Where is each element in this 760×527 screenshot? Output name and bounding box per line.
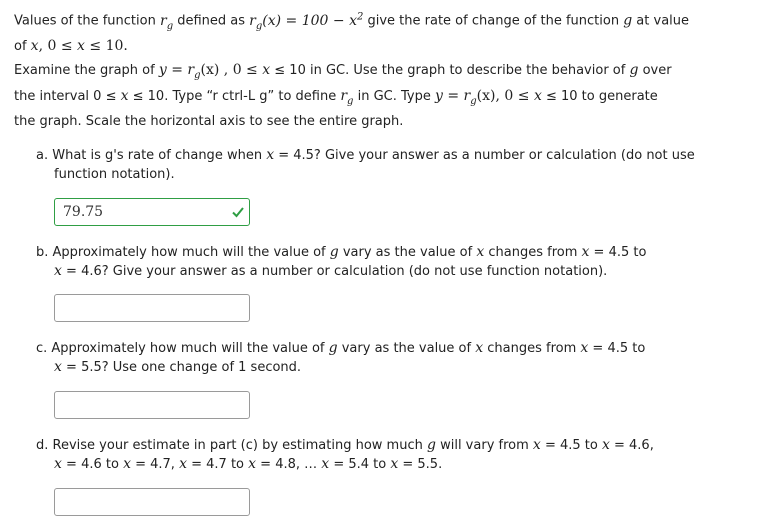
question-a: a. What is g's rate of change when x = 4.5? Give your answer as a number or calculation (do not use function notation). bbox=[36, 147, 695, 182]
intro-text: defined as bbox=[173, 13, 250, 29]
answer-a-value: 79.75 bbox=[63, 204, 104, 220]
question-c: c. Approximately how much will the value of g vary as the value of x changes from x = 4.5 to x = 5.5? Use one change of 1 second. bbox=[36, 340, 646, 375]
question-b: b. Approximately how much will the value of g vary as the value of x changes from x = 4.5 to x = 4.6? Give your answer as a number or calculation (do not use function notation). bbox=[36, 244, 647, 279]
instructions-paragraph: Examine the graph of $y = r_g(x)$ , 0 ≤ x ≤ 10 in GC. Use the graph to describe the behavior of g over the interval 0 ≤ x ≤ 10. Type “r ctrl-L g” to define $r_g$ in GC. Type $y = r_g(x)$, 0 ≤ x ≤ 10 to generate the graph. Scale the horizontal axis to see the entire graph. bbox=[14, 62, 672, 129]
answer-a-input[interactable] bbox=[54, 198, 250, 226]
math-x: x bbox=[77, 38, 85, 55]
intro-text: ≤ 10. bbox=[84, 38, 128, 55]
answer-d-input[interactable] bbox=[54, 488, 250, 516]
question-d: d. Revise your estimate in part (c) by estimating how much g will vary from x = 4.5 to x = 4.6, x = 4.6 to x = 4.7, x = 4.7 to x = 4.8, … x = 5.4 to x = 5.5. bbox=[36, 437, 654, 472]
intro-text: Values of the function bbox=[14, 13, 160, 29]
check-icon bbox=[231, 205, 245, 219]
math-g: g bbox=[623, 12, 633, 29]
math-rg-def: $r_g(x) = 100 - x^2$ bbox=[249, 11, 364, 32]
intro-paragraph bbox=[14, 7, 744, 57]
answer-c-input[interactable] bbox=[54, 391, 250, 419]
math-x: x bbox=[30, 38, 39, 55]
intro-text: of bbox=[14, 39, 31, 55]
intro-text: give the rate of change of the function bbox=[363, 13, 624, 29]
intro-text: , 0 ≤ bbox=[38, 38, 78, 55]
intro-text: at value bbox=[632, 13, 690, 29]
answer-b-input[interactable] bbox=[54, 294, 250, 322]
math-rg: $r_g$ bbox=[159, 12, 174, 32]
